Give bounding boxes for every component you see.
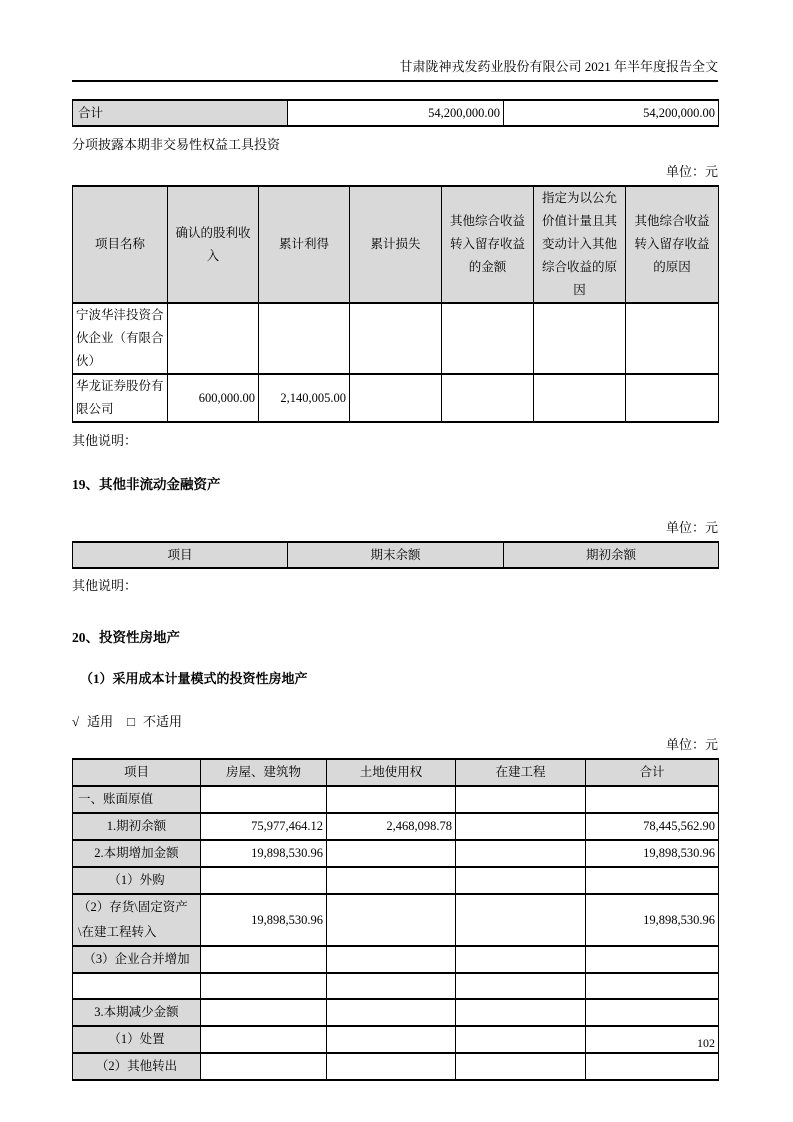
gain-cell: [259, 303, 350, 374]
oci-amount-cell: [442, 303, 534, 374]
value-cell: [327, 894, 456, 946]
col-header-total: 合计: [586, 759, 719, 786]
dividend-cell: 600,000.00: [168, 374, 259, 422]
value-cell: [327, 999, 456, 1026]
value-cell: 19,898,530.96: [586, 894, 719, 946]
total-prior-cell: 54,200,000.00: [504, 100, 719, 126]
not-applicable-label: 不适用: [143, 714, 183, 729]
loss-cell: [350, 303, 442, 374]
other-notes-label: 其他说明：: [72, 578, 138, 593]
value-cell: [201, 946, 327, 973]
value-cell: [456, 786, 586, 813]
table-row: [73, 894, 719, 946]
table-header-row: [73, 759, 719, 786]
page-header: [72, 56, 718, 82]
report-title: 甘肃陇神戎发药业股份有限公司 2021 年半年度报告全文: [399, 59, 718, 74]
col-header-item: 项目: [73, 759, 201, 786]
table-row: [73, 973, 719, 999]
other-notes-label: 其他说明：: [72, 433, 138, 448]
col-header-closing-balance: 期末余额: [288, 542, 504, 568]
value-cell: [327, 973, 456, 999]
entity-name-cell: 华龙证券股份有限公司: [73, 374, 168, 422]
table-row: [73, 867, 719, 894]
checkbox-empty-icon: □: [127, 714, 136, 729]
value-cell: [456, 894, 586, 946]
row-label-cell: （3）企业合并增加: [73, 946, 201, 973]
total-current-cell: 54,200,000.00: [288, 100, 504, 126]
loss-cell: [350, 374, 442, 422]
col-header-buildings: 房屋、建筑物: [201, 759, 327, 786]
value-cell: [456, 867, 586, 894]
section-19-title: 19、其他非流动金融资产: [72, 477, 221, 492]
value-cell: [201, 999, 327, 1026]
equity-disclosure-note: 分项披露本期非交易性权益工具投资: [72, 137, 281, 152]
value-cell: [201, 1053, 327, 1080]
row-label-cell: （1）外购: [73, 867, 201, 894]
transfer-reason-cell: [626, 303, 719, 374]
col-header-designation-reason: 指定为以公允价值计量且其变动计入其他综合收益的原因: [534, 186, 626, 303]
checkmark-icon: √: [72, 714, 80, 729]
value-cell: [456, 973, 586, 999]
value-cell: [201, 867, 327, 894]
carryover-total-table: [72, 99, 719, 127]
equity-instruments-table: [72, 185, 719, 423]
value-cell: [201, 1026, 327, 1053]
value-cell: 78,445,562.90: [586, 813, 719, 840]
entity-name-cell: 宁波华沣投资合伙企业（有限合伙）: [73, 303, 168, 374]
dividend-cell: [168, 303, 259, 374]
row-label-cell: 3.本期减少金额: [73, 999, 201, 1026]
row-label-cell: （2）其他转出: [73, 1053, 201, 1080]
col-header-gain: 累计利得: [259, 186, 350, 303]
table-header-row: [73, 542, 719, 568]
section-20-subtitle: （1）采用成本计量模式的投资性房地产: [80, 671, 308, 686]
table-row: [73, 999, 719, 1026]
col-header-oci-amount: 其他综合收益转入留存收益的金额: [442, 186, 534, 303]
table-header-row: [73, 186, 719, 303]
table-row: [73, 786, 719, 813]
investment-property-table: [72, 758, 719, 1081]
table-row: [73, 946, 719, 973]
designation-reason-cell: [534, 374, 626, 422]
value-cell: [586, 999, 719, 1026]
value-cell: 19,898,530.96: [586, 840, 719, 867]
table-row: [73, 374, 719, 422]
value-cell: [456, 1026, 586, 1053]
table-row: [73, 100, 719, 126]
row-label-cell: 一、账面原值: [73, 786, 201, 813]
value-cell: [456, 813, 586, 840]
table-row: [73, 1053, 719, 1080]
value-cell: [456, 946, 586, 973]
unit-label: 单位：元: [665, 164, 718, 179]
value-cell: 19,898,530.96: [201, 894, 327, 946]
value-cell: [327, 867, 456, 894]
section-20-title: 20、投资性房地产: [72, 630, 180, 645]
col-header-item: 项目: [73, 542, 288, 568]
row-label-cell: 1.期初余额: [73, 813, 201, 840]
value-cell: [586, 973, 719, 999]
table-row: [73, 303, 719, 374]
row-label-cell: （1）处置: [73, 1026, 201, 1053]
row-label-cell: [73, 973, 201, 999]
col-header-opening-balance: 期初余额: [504, 542, 719, 568]
total-label-cell: 合计: [73, 100, 288, 126]
col-header-land-use-rights: 土地使用权: [327, 759, 456, 786]
value-cell: [327, 840, 456, 867]
value-cell: 19,898,530.96: [201, 840, 327, 867]
col-header-construction: 在建工程: [456, 759, 586, 786]
value-cell: [327, 786, 456, 813]
row-label-cell: （2）存货\固定资产\在建工程转入: [73, 894, 201, 946]
value-cell: 75,977,464.12: [201, 813, 327, 840]
value-cell: [586, 946, 719, 973]
applicability-line: [72, 711, 718, 730]
other-noncurrent-assets-table: [72, 541, 719, 569]
col-header-transfer-reason: 其他综合收益转入留存收益的原因: [626, 186, 719, 303]
page-number: 102: [697, 1036, 715, 1050]
value-cell: [586, 1053, 719, 1080]
value-cell: [327, 1053, 456, 1080]
transfer-reason-cell: [626, 374, 719, 422]
value-cell: [201, 786, 327, 813]
value-cell: [586, 786, 719, 813]
value-cell: [456, 840, 586, 867]
value-cell: [327, 946, 456, 973]
value-cell: [327, 1026, 456, 1053]
applicable-label: 适用: [87, 714, 114, 729]
value-cell: [201, 973, 327, 999]
table-row: [73, 840, 719, 867]
value-cell: [456, 999, 586, 1026]
col-header-name: 项目名称: [73, 186, 168, 303]
row-label-cell: 2.本期增加金额: [73, 840, 201, 867]
col-header-dividend: 确认的股利收入: [168, 186, 259, 303]
table-row: [73, 1026, 719, 1053]
col-header-loss: 累计损失: [350, 186, 442, 303]
oci-amount-cell: [442, 374, 534, 422]
value-cell: [586, 867, 719, 894]
value-cell: [456, 1053, 586, 1080]
unit-label: 单位：元: [665, 737, 718, 752]
gain-cell: 2,140,005.00: [259, 374, 350, 422]
unit-label: 单位：元: [665, 520, 718, 535]
table-row: [73, 813, 719, 840]
value-cell: 2,468,098.78: [327, 813, 456, 840]
designation-reason-cell: [534, 303, 626, 374]
